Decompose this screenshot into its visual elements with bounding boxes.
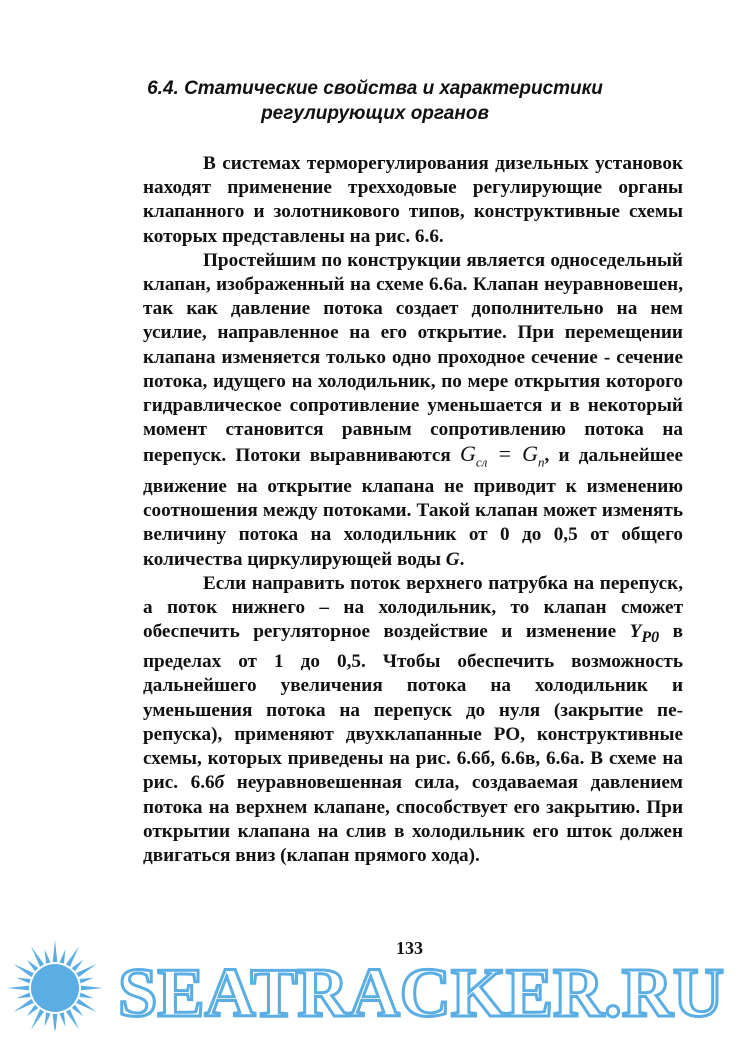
sun-ray	[76, 964, 96, 977]
sun-ray	[79, 978, 93, 984]
sun-ray	[72, 1005, 84, 1017]
formula-eq: =	[497, 441, 513, 467]
sun-ray	[31, 1009, 44, 1029]
sun-ray	[13, 999, 33, 1012]
formula-lhs-sub: сл	[475, 454, 488, 470]
page-number: 133	[396, 938, 423, 958]
heading-line-2: регулирующих органов	[261, 103, 489, 124]
paragraph-3-text-c: неуравновешенная сила, создаваемая давлением потока на верхнем клапане, способствует его закрытию. При открытии клапана на слив в холодильник его шток должен двигаться вниз (клапан прямого хода).	[143, 772, 684, 866]
sun-icon	[7, 940, 103, 1030]
paragraph-1: В системах терморегулирования дизельных установок находят применение трехходовые регулирующие органы клапанного и золотникового типов, конструктивные схемы которых представлены на рис. 6.6.	[143, 153, 683, 247]
sun-ray	[31, 946, 44, 966]
formula-lhs: G	[460, 441, 476, 467]
sun-ray	[81, 986, 103, 991]
formula-rhs-sub: п	[537, 454, 545, 470]
variable-y-letter: Y	[629, 621, 642, 643]
paragraph-2-text-a: Простейшим по конструкции является односедельный клапан, изображенный на схеме 6.6а. Клапан неуравновешен, так как давление потока создает дополнительно на нем усилие, направленное на его открытие. При перемещении клапана изменяется только одно проходное сечение - сечение потока, идущего на холодильник, по мере открытия которого гидравлическое сопротивление уменьшается и в некоторый момент становится равным сопротивлению потока на перепуск. Потоки выравниваются	[143, 249, 683, 467]
sun-ray	[53, 1014, 58, 1030]
sun-ray	[45, 1012, 51, 1026]
variable-g: G	[445, 548, 460, 570]
sun-ray	[27, 960, 39, 972]
sun-ray	[72, 960, 84, 972]
sun-ray	[16, 992, 30, 998]
sun-ray	[76, 999, 96, 1012]
sun-ray	[59, 1012, 65, 1026]
sun-ray	[7, 986, 29, 991]
paragraph-2-text-b: , и дальнейшее движение на открытие клапана не приводит к изменению соотношения между потоками. Такой клапан может изменять величину потока на холодильник от 0 до 0,5 от общего количества циркулирующей воды	[143, 445, 684, 570]
figure-letter: б	[214, 772, 225, 794]
section-heading	[120, 76, 630, 126]
sun-ray	[27, 1005, 39, 1017]
formula-rhs: G	[522, 441, 538, 467]
variable-y-sub: P0	[641, 629, 660, 647]
sun-ray	[45, 949, 51, 963]
sun-ray	[79, 992, 93, 998]
paragraph-2-end: .	[459, 548, 465, 570]
sun-ray	[66, 1009, 79, 1029]
heading-line-1: 6.4. Статические свойства и характеристики	[147, 78, 603, 99]
body-text	[143, 152, 683, 868]
variable-y	[629, 621, 660, 647]
watermark	[0, 930, 740, 1030]
watermark-text: SEATRACKER.RU	[118, 955, 724, 1030]
paragraph-3-text-b: в пределах от 1 до 0,5. Чтобы обеспечить возможность дальнейшего увеличения потока на холодильник и уменьшения потока на перепуск до нуля (закрытие перепуска), применяют двухклапанные РО, конструктивные схемы, которых приведены на рис. 6.6б, 6.6в, 6.6а. В схеме на рис. 6.6	[143, 621, 684, 794]
paragraph-3-text-a: Если направить поток верхнего патрубка на перепуск, а поток нижнего – на холодильник, то клапан сможет обеспечить регуляторное воздействие и изменение	[143, 572, 683, 643]
sun-ray	[66, 946, 79, 966]
paragraph-3	[143, 572, 683, 868]
sun-ray	[16, 978, 30, 984]
sun-ray	[53, 940, 58, 962]
flow-equality-formula	[460, 441, 545, 470]
sun-ray	[59, 949, 65, 963]
paragraph-2	[143, 249, 683, 572]
sun-ray	[13, 964, 33, 977]
